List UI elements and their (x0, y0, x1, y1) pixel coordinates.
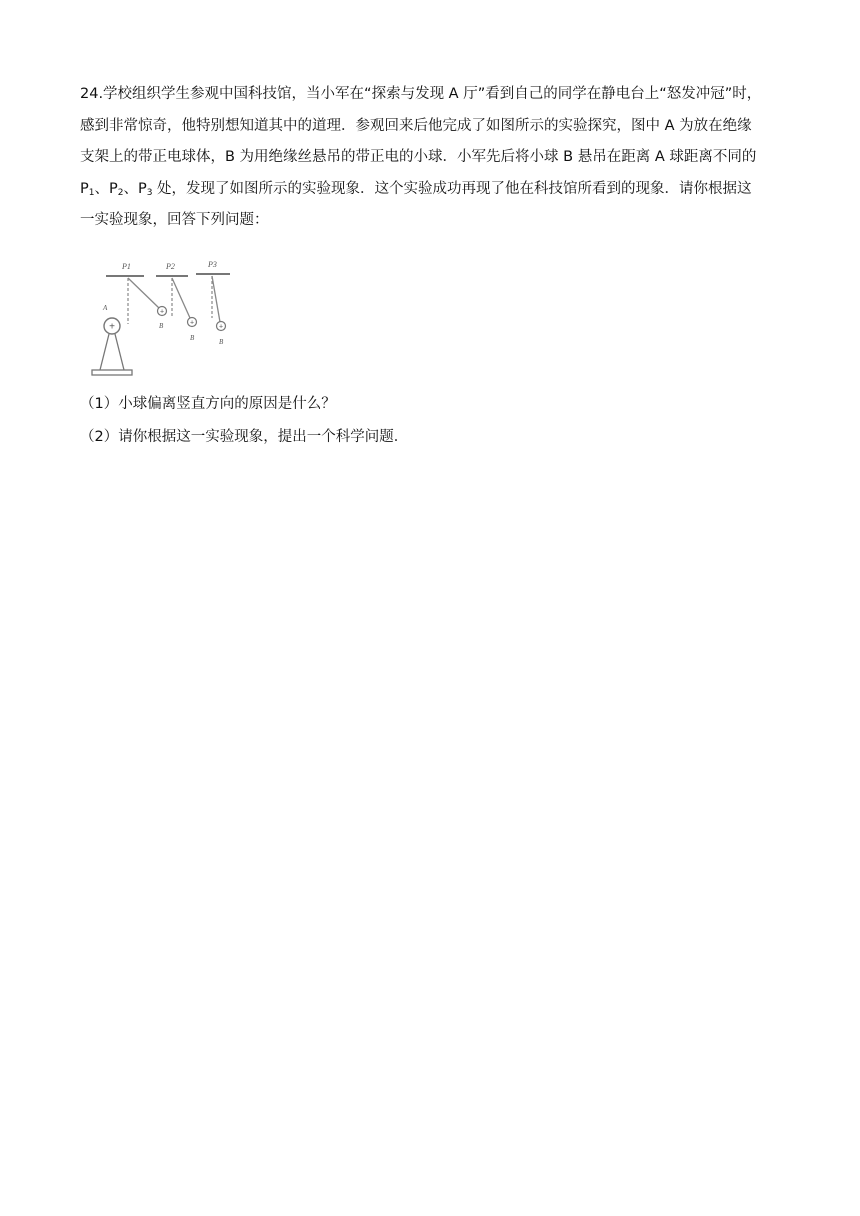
label-b1: B (159, 322, 164, 330)
question-line-2: 感到非常惊奇，他特别想知道其中的道理．参观回来后他完成了如图所示的实验探究，图中 A 为放在绝缘 (80, 117, 752, 134)
question-line-4-text: 处，发现了如图所示的实验现象．这个实验成功再现了他在科技馆所看到的现象．请你根据这 (152, 180, 752, 197)
label-p2: P2 (166, 262, 175, 271)
question-line-4 (80, 180, 780, 198)
sub-question-1: （1）小球偏离竖直方向的原因是什么？ (80, 396, 336, 412)
thread-p2 (172, 278, 190, 318)
balls-b (158, 307, 226, 331)
stand-leg-right (115, 334, 124, 370)
insulating-stand (92, 334, 132, 375)
label-p3: P3 (208, 260, 217, 269)
label-b2: B (190, 334, 195, 342)
threads (128, 276, 220, 322)
plus-sign-b2: + (189, 319, 195, 327)
p-positions: $P_1$、$P_2$、$P_3$ (80, 180, 153, 198)
question-line-3: 支架上的带正电球体，B 为用绝缘丝悬吊的带正电的小球．小军先后将小球 B 悬吊在距离 A 球距离不同的 (80, 149, 757, 166)
plus-sign-b3: + (218, 323, 224, 331)
label-p1: P1 (122, 262, 131, 271)
plus-sign-a: + (109, 321, 115, 333)
question-line-5: 一实验现象，回答下列问题： (80, 212, 269, 229)
plus-sign-b1: + (159, 308, 165, 316)
stand-base (92, 370, 132, 375)
label-b3: B (219, 338, 224, 346)
stand-leg-left (100, 334, 109, 370)
thread-p1 (128, 278, 159, 308)
question-24 (80, 85, 780, 243)
label-a: A (103, 304, 108, 312)
vertical-reference-lines (128, 276, 212, 324)
question-line-1: 24.学校组织学生参观中国科技馆，当小军在“探索与发现 A 厅”看到自己的同学在静电台上“怒发冲冠”时， (80, 86, 762, 102)
experiment-figure (86, 258, 256, 380)
experiment-diagram (86, 258, 256, 380)
support-bars (106, 274, 230, 276)
thread-p3 (212, 276, 220, 322)
sub-question-2: （2）请你根据这一实验现象，提出一个科学问题． (80, 429, 409, 445)
ball-signs (160, 309, 223, 331)
